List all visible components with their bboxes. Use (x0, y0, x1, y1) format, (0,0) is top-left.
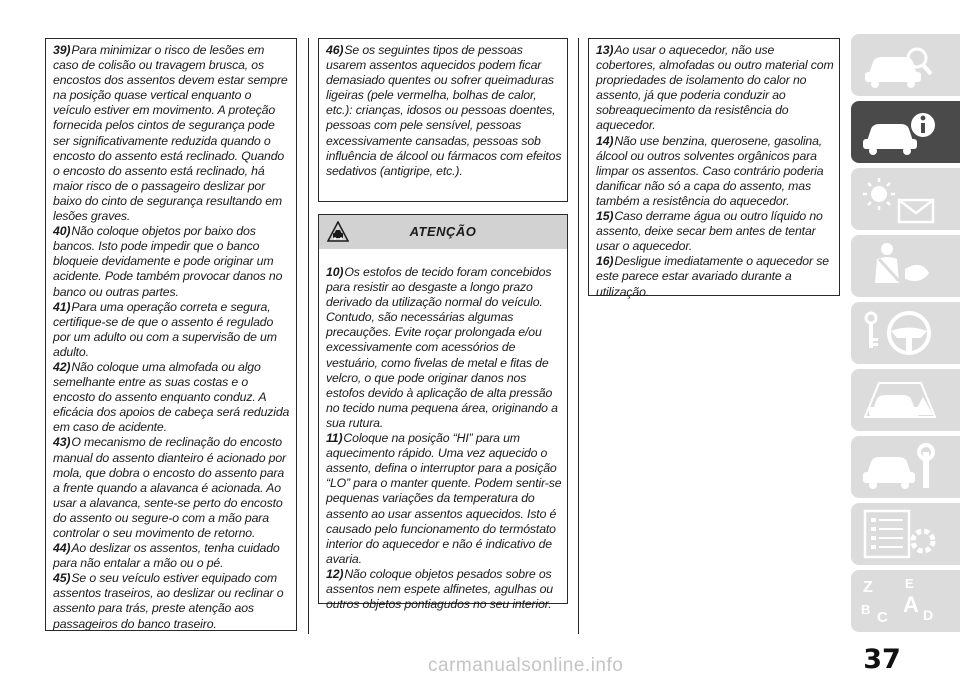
svg-text:A: A (903, 592, 919, 617)
note-number: 16) (596, 254, 614, 269)
note-text: Não coloque uma almofada ou algo semelhante entre as suas costas e o encosto do assento enquanto conduz. A eficácia dos apoios de cabeça será reduzida em caso de acidente. (53, 359, 290, 435)
note-text: Para minimizar o risco de lesões em caso de colisão ou travagem brusca, os encostos dos assentos devem estar sempre na posição quase vertical enquanto o veículo estiver em movimento. A proteção fornecida pelos cintos de segurança pode ser significativamente reduzida quando o encosto do assento está reclinado. Quando o encosto do assento está reclinado, há maior risco de o passageiro deslizar por baixo do cinto de segurança resultando em lesões graves. (53, 43, 288, 224)
car-warning-icon (327, 221, 349, 243)
column-divider (308, 38, 309, 634)
note-item (53, 43, 291, 224)
svg-text:E: E (905, 576, 914, 591)
light-envelope-icon (859, 172, 941, 226)
note-item (53, 224, 291, 299)
note-text: Para uma operação correta e segura, certifique-se de que o assento é regulado por um adulto ou com a supervisão de um adulto. (53, 299, 277, 359)
note-number: 45) (53, 571, 71, 586)
car-road-warning-icon (859, 373, 941, 427)
svg-text:C: C (877, 609, 888, 626)
note-item (596, 43, 834, 134)
note-number: 15) (596, 209, 614, 224)
note-number: 40) (53, 224, 71, 239)
car-info-icon (859, 105, 941, 159)
note-number: 41) (53, 299, 71, 314)
note-text: Caso derrame água ou outro líquido no assento, deixe secar bem antes de tentar usar o aquecedor. (596, 209, 823, 254)
chapter-tab-emergency[interactable] (851, 369, 960, 431)
seatbelt-airbag-icon (859, 239, 941, 293)
note-item (326, 431, 562, 567)
note-item (326, 43, 562, 179)
caution-notes-column-3 (588, 38, 840, 299)
watermark-text: carmanualsonline.info (428, 655, 624, 676)
note-number: 44) (53, 541, 71, 556)
note-item (53, 360, 291, 435)
svg-text:D: D (923, 607, 934, 623)
note-number: 42) (53, 359, 71, 374)
note-number: 39) (53, 43, 71, 57)
attention-box (318, 214, 568, 612)
note-text: Não coloque objetos pesados sobre os assentos nem espete alfinetes, agulhas ou outros objetos pontiagudos no seu interior. (326, 566, 553, 612)
note-item (596, 209, 834, 254)
column-divider (578, 38, 579, 634)
chapter-tab-lights-warnings[interactable] (851, 168, 960, 230)
warning-notes-column-1 (45, 38, 297, 631)
note-item (596, 134, 834, 209)
chapter-tab-knowing-the-car[interactable] (851, 34, 960, 96)
alphabet-index-icon (859, 574, 941, 628)
note-text: Se o seu veículo estiver equipado com assentos traseiros, ao deslizar ou reclinar o assento para trás, preste atenção aos passageiros do banco traseiro. (53, 571, 284, 631)
note-text: Ao usar o aquecedor, não use cobertores, almofadas ou outro material com propriedades de isolamento do calor no assento, já que poderia conduzir ao sobreaquecimento da resistência do aquecedor. (596, 43, 834, 133)
chapter-tab-maintenance[interactable] (851, 436, 960, 498)
note-item (53, 541, 291, 571)
note-number: 10) (326, 265, 344, 279)
car-search-icon (859, 38, 941, 92)
chapter-tab-starting-driving[interactable] (851, 302, 960, 364)
note-text: Ao deslizar os assentos, tenha cuidado para não entalar a mão ou o pé. (53, 541, 280, 571)
chapter-tab-safety[interactable] (851, 235, 960, 297)
note-item (53, 571, 291, 631)
note-number: 11) (326, 431, 343, 446)
note-text: Coloque na posição “HI” para um aquecimento rápido. Uma vez aquecido o assento, defina o interruptor para a posição “LO” para o manter quente. Podem sentir-se pequenas variações da temperatura do assento ao usar assentos aquecidos. Isto é causado pelo funcionamento do termóstato interior do aquecedor e não é indicativo de avaria. (326, 431, 562, 566)
chapter-tab-technical-data[interactable] (851, 503, 960, 565)
note-item (326, 567, 562, 612)
note-number: 13) (596, 43, 614, 57)
note-number: 46) (326, 43, 344, 57)
attention-body (319, 265, 567, 612)
page-number: 37 (863, 644, 901, 675)
note-text: Se os seguintes tipos de pessoas usarem assentos aquecidos podem ficar demasiado quentes ou sofrer queimaduras ligeiras (pele vermelha, bolhas de calor, etc.): crianças, idosos ou pessoas doentes, pessoas com pele sensível, pessoas excessivamente cansadas, pessoas sob influência de álcool ou fármacos com efeitos sedativos (antigripe, etc.). (326, 43, 562, 178)
svg-text:Z: Z (863, 579, 873, 596)
warning-notes-column-2 (318, 38, 568, 202)
checklist-gear-icon (859, 507, 941, 561)
svg-text:B: B (861, 602, 871, 617)
note-text: Desligue imediatamente o aquecedor se este parece estar avariado durante a utilização. (596, 254, 829, 299)
note-text: O mecanismo de reclinação do encosto manual do assento dianteiro é acionado por mola, que dobra o encosto do assento para a frente quando a alavanca é acionada. Ao usar a alavanca, sente-se perto do encosto do assento ou segure-o com a mão para controlar o seu movimento de retorno. (53, 435, 286, 540)
chapter-tab-knowing-instrument-panel[interactable] (851, 101, 960, 163)
note-text: Não use benzina, querosene, gasolina, álcool ou outros solventes orgânicos para limpar os assentos. Caso contrário poderia danificar não só a capa do assento, mas também a resistência do aquecedor. (596, 133, 824, 208)
note-text: Não coloque objetos por baixo dos bancos. Isto pode impedir que o banco bloqueie devidamente e pode originar um acidente. Pode também provocar danos no banco ou outras partes. (53, 224, 283, 299)
note-number: 14) (596, 133, 614, 148)
note-text: Os estofos de tecido foram concebidos para resistir ao desgaste a longo prazo derivado da utilização normal do veículo. Contudo, são necessárias algumas precauções. Evite roçar prolongada e/ou excessivamente com acessórios de vestuário, como fivelas de metal e fitas de velcro, o que pode originar danos nos estofos devido à aplicação de alta pressão no tecido numa pequena área, originando a sua rutura. (326, 265, 558, 430)
chapter-tab-index[interactable] (851, 570, 960, 632)
attention-header (319, 215, 567, 249)
note-item (53, 435, 291, 541)
note-number: 43) (53, 435, 71, 450)
note-item (596, 254, 834, 299)
note-item (326, 265, 562, 431)
key-steering-wheel-icon (859, 306, 941, 360)
note-number: 12) (326, 566, 344, 581)
car-wrench-icon (859, 440, 941, 494)
attention-title: ATENÇÃO (409, 224, 477, 240)
note-item (53, 300, 291, 360)
